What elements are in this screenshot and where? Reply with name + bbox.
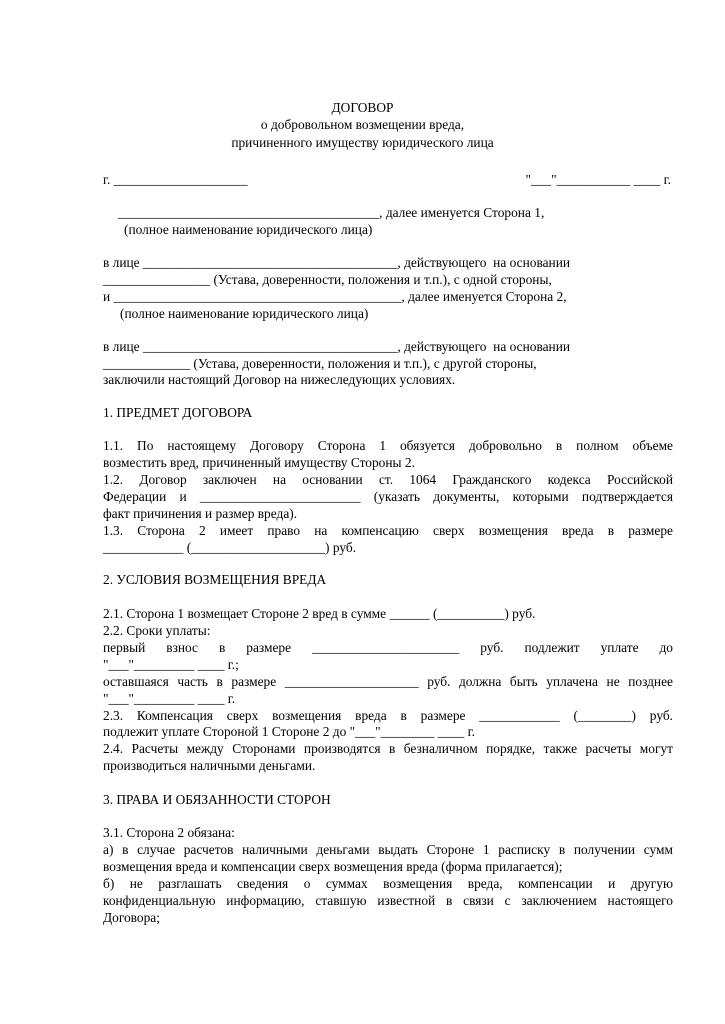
clause-1-1-cont: возместить вред, причиненный имуществу Стороны 2. (103, 455, 415, 470)
clause-2-1: 2.1. Сторона 1 возмещает Стороне 2 вред в сумме ______ (__________) руб. (103, 606, 536, 621)
party1-representative: в лице ______________________________________, действующего на основании (103, 255, 571, 270)
party1-hint: (полное наименование юридического лица) (124, 222, 373, 237)
date-line: "___"___________ ____ г. (525, 172, 671, 187)
section2-heading: 2. УСЛОВИЯ ВОЗМЕЩЕНИЯ ВРЕДА (103, 572, 327, 587)
clause-1-2: 1.2. Договор заключен на основании ст. 1064 Гражданского кодекса Российской (103, 472, 673, 487)
clause-2-2: 2.2. Сроки уплаты: (103, 623, 211, 638)
section3-heading: 3. ПРАВА И ОБЯЗАННОСТИ СТОРОН (103, 792, 331, 807)
doc-title: ДОГОВОР (331, 100, 394, 115)
concluded-line: заключили настоящий Договор на нижеследующих условиях. (103, 372, 456, 387)
clause-1-2-cont: Федерации и ________________________ (указать документы, которыми подтверждается (103, 489, 673, 504)
city-line: г. ____________________ (103, 172, 248, 187)
clause-2-2-rest: оставшаяся часть в размере ____________________ руб. должна быть уплачена не позднее (103, 674, 673, 689)
clause-2-3: 2.3. Компенсация сверх возмещения вреда в размере ____________ (________) руб. (103, 708, 673, 723)
doc-subtitle-2: причиненного имуществу юридического лица (231, 135, 494, 150)
clause-3-1: 3.1. Сторона 2 обязана: (103, 825, 235, 840)
clause-3-1-a: а) в случае расчетов наличными деньгами выдать Стороне 1 расписку в получении сумм (103, 842, 673, 857)
clause-1-3: 1.3. Сторона 2 имеет право на компенсацию сверх возмещения вреда в размере (103, 523, 673, 538)
clause-3-1-b-cont: конфиденциальную информацию, ставшую известной в связи с заключением настоящего (103, 893, 673, 908)
party1-name: _______________________________________, далее именуется Сторона 1, (118, 205, 545, 220)
clause-2-4: 2.4. Расчеты между Сторонами производятся в безналичном порядке, также расчеты могут (103, 741, 673, 756)
clause-2-4-cont: производиться наличными деньгами. (103, 758, 316, 773)
clause-2-3-cont: подлежит уплате Стороной 1 Стороне 2 до "___"________ ____ г. (103, 724, 476, 739)
clause-1-1: 1.1. По настоящему Договору Сторона 1 обязуется добровольно в полном объеме (103, 438, 673, 453)
party2-representative: в лице ______________________________________, действующего на основании (103, 339, 571, 354)
clause-2-2-first: первый взнос в размере ______________________ руб. подлежит уплате до (103, 640, 673, 655)
clause-1-3-cont: ____________ (____________________) руб. (103, 540, 357, 555)
section1-heading: 1. ПРЕДМЕТ ДОГОВОРА (103, 405, 253, 420)
clause-3-1-b: б) не разглашать сведения о суммах возмещения вреда, компенсации и другую (103, 876, 673, 891)
party2-basis: _____________ (Устава, доверенности, положения и т.п.), с другой стороны, (103, 356, 537, 371)
clause-1-2-end: факт причинения и размер вреда). (103, 506, 298, 521)
clause-3-1-a-cont: возмещения вреда и компенсации сверх возмещения вреда (форма прилагается); (103, 859, 563, 874)
party1-basis: ________________ (Устава, доверенности, положения и т.п.), с одной стороны, (103, 272, 552, 287)
clause-2-2-rest-date: "___"_________ ____ г. (103, 691, 236, 706)
doc-subtitle-1: о добровольном возмещении вреда, (260, 117, 465, 132)
clause-3-1-b-end: Договора; (103, 910, 160, 925)
clause-2-2-first-date: "___"_________ ____ г.; (103, 657, 239, 672)
party2-hint: (полное наименование юридического лица) (120, 306, 369, 321)
party2-name: и ___________________________________________, далее именуется Сторона 2, (103, 289, 567, 304)
